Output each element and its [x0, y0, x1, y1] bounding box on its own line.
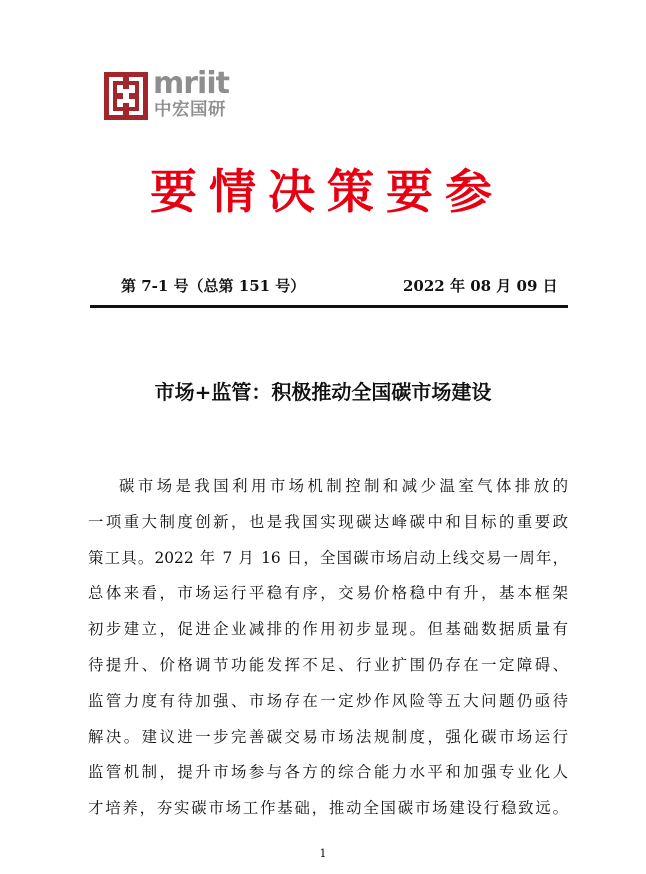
issue-line — [0, 274, 646, 298]
article-line: 策工具。2022 年 7 月 16 日，全国碳市场启动上线交易一周年， — [88, 548, 568, 567]
header-rule — [90, 305, 568, 308]
article-title: 市场+监管：积极推动全国碳市场建设 — [154, 380, 492, 404]
article-line: 待提升、价格调节功能发挥不足、行业扩围仍存在一定障碍、 — [88, 655, 568, 674]
article-line: 解决。建议进一步完善碳交易市场法规制度，强化碳市场运行 — [88, 727, 568, 746]
article-line: 一项重大制度创新，也是我国实现碳达峰碳中和目标的重要政 — [88, 512, 568, 531]
article-line: 监管机制，提升市场参与各方的综合能力水平和加强专业化人 — [88, 763, 568, 782]
issue-date: 2022 年 08 月 09 日 — [403, 277, 558, 295]
article-line: 监管力度有待加强、市场存在一定炒作风险等五大问题仍亟待 — [88, 691, 568, 710]
article-line: 总体来看，市场运行平稳有序，交易价格稳中有升，基本框架 — [88, 584, 568, 603]
mriit-logo-mark-icon — [104, 72, 148, 120]
page-number: 1 — [319, 847, 327, 860]
article-line: 初步建立，促进企业减排的作用初步显现。但基础数据质量有 — [88, 620, 568, 639]
issue-number: 第 7-1 号（总第 151 号） — [121, 277, 306, 295]
article-line: 碳市场是我国利用市场机制控制和减少温室气体排放的 — [119, 477, 568, 495]
logo-text-cn: 中宏国研 — [154, 100, 226, 120]
logo-text-en: mriit — [153, 66, 229, 101]
masthead-title: 要情决策要参 — [150, 165, 504, 220]
article-line: 才培养，夯实碳市场工作基础，推动全国碳市场建设行稳致远。 — [88, 799, 568, 818]
article-body — [88, 469, 568, 827]
mriit-logo — [104, 66, 234, 124]
